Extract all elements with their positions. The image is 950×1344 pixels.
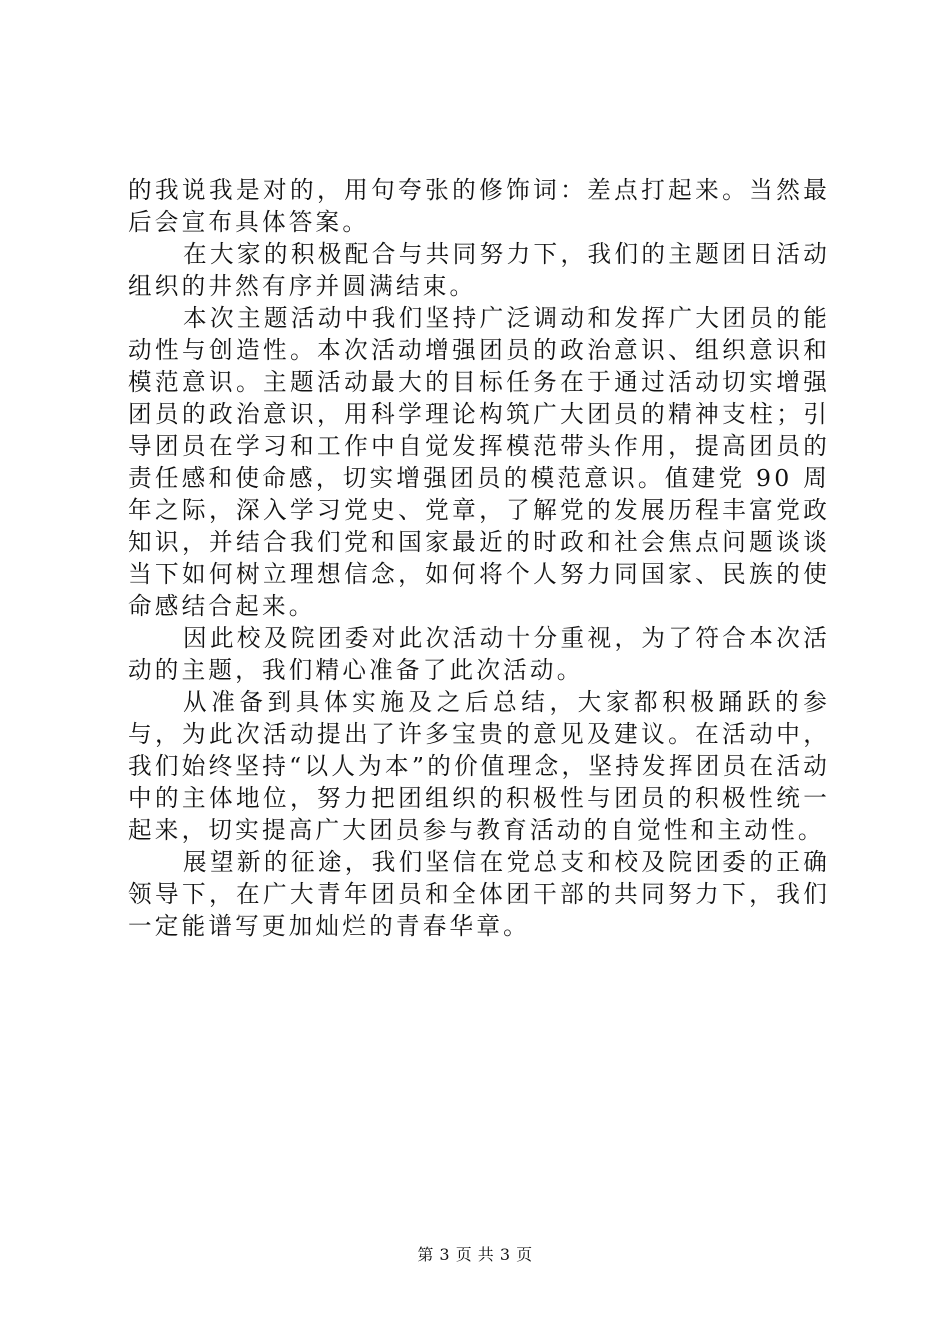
paragraph-activity-conclusion: 在大家的积极配合与共同努力下，我们的主题团日活动组织的井然有序并圆满结束。	[128, 240, 830, 300]
document-body	[128, 174, 830, 942]
paragraph-outlook: 展望新的征途，我们坚信在党总支和校及院团委的正确领导下，在广大青年团员和全体团干部的共同努力下，我们一定能谱写更加灿烂的青春华章。	[128, 848, 830, 940]
paragraph-participation: 从准备到具体实施及之后总结，大家都积极踊跃的参与，为此次活动提出了许多宝贵的意见及建议。在活动中，我们始终坚持“以人为本”的价值理念，坚持发挥团员在活动中的主体地位，努力把团组织的积极性与团员的积极性统一起来，切实提高广大团员参与教育活动的自觉性和主动性。	[128, 688, 830, 844]
page-number-footer: 第 3 页 共 3 页	[417, 1245, 533, 1264]
paragraph-activity-significance: 本次主题活动中我们坚持广泛调动和发挥广大团员的能动性与创造性。本次活动增强团员的政治意识、组织意识和模范意识。主题活动最大的目标任务在于通过活动切实增强团员的政治意识，用科学理论构筑广大团员的精神支柱；引导团员在学习和工作中自觉发挥模范带头作用，提高团员的责任感和使命感，切实增强团员的模范意识。值建党 90 周年之际，深入学习党史、党章，了解党的发展历程丰富党政知识，并结合我们党和国家最近的时政和社会焦点问题谈谈当下如何树立理想信念，如何将个人努力同国家、民族的使命感结合起来。	[128, 304, 830, 620]
paragraph-continuation: 的我说我是对的，用句夸张的修饰词：差点打起来。当然最后会宣布具体答案。	[128, 176, 830, 236]
paragraph-committee-attention: 因此校及院团委对此次活动十分重视，为了符合本次活动的主题，我们精心准备了此次活动。	[128, 624, 830, 684]
